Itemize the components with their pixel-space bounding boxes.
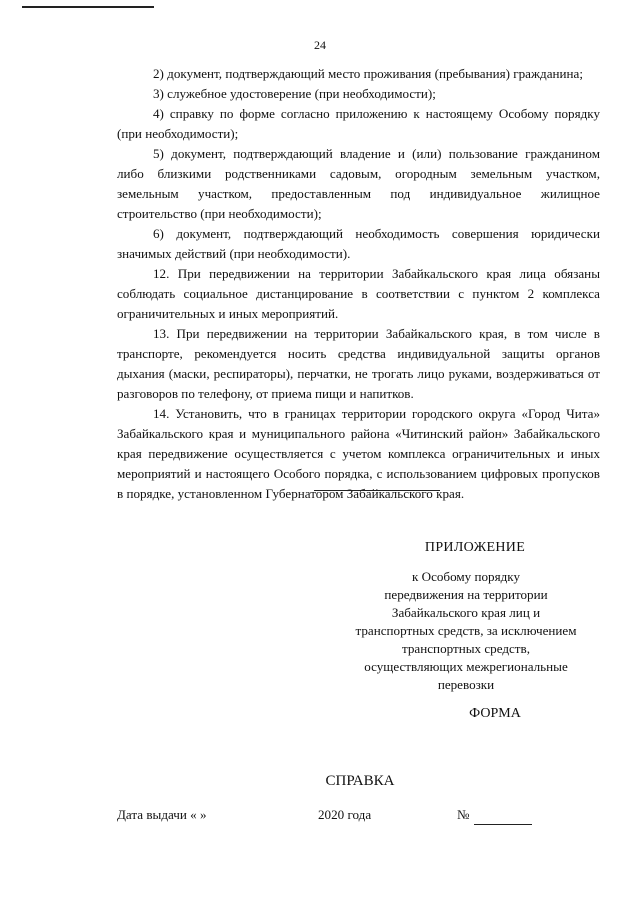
- issue-year-label: 2020 года: [318, 807, 372, 822]
- paragraph-item-6-legal-actions: 6) документ, подтверждающий необходимость совершения юридически значимых действий (при необходимости).: [117, 226, 600, 261]
- form-label: ФОРМА: [469, 706, 521, 721]
- certificate-title: СПРАВКА: [325, 773, 395, 789]
- appendix-subtitle-line: транспортных средств,: [402, 641, 530, 656]
- paragraph-item-3-service-id: 3) служебное удостоверение (при необходимости);: [153, 86, 436, 101]
- appendix-subtitle: [330, 568, 602, 694]
- paragraph-item-2-residence: 2) документ, подтверждающий место проживания (пребывания) гражданина;: [153, 66, 583, 81]
- certificate-number-label: №: [457, 807, 470, 822]
- appendix-title: ПРИЛОЖЕНИЕ: [424, 540, 526, 555]
- paragraph-clause-13: 13. При передвижении на территории Забайкальского края, в том числе в транспорте, рекомендуется носить средства индивидуальной защиты органов дыхания (маски, респираторы), перчатки, не трогать лицо руками, воздерживаться от разговоров по телефону, от приема пищи и напитков.: [117, 326, 600, 401]
- appendix-subtitle-line: осуществляющих межрегиональные: [364, 659, 568, 674]
- section-end-rule: [314, 490, 440, 491]
- paragraph-clause-14: 14. Установить, что в границах территории городского округа «Город Чита» Забайкальского края и муниципального района «Читинский район» Забайкальского края передвижение осуществляется с учетом комплекса ограничительных и иных мероприятий и настоящего Особого порядка, с использованием цифровых пропусков в порядке, установленном Губернатором Забайкальского края.: [117, 406, 600, 501]
- appendix-subtitle-line: перевозки: [437, 677, 495, 692]
- appendix-subtitle-line: транспортных средств, за исключением: [355, 623, 577, 638]
- header-rule: [22, 6, 154, 8]
- appendix-subtitle-line: Забайкальского края лиц и: [391, 605, 541, 620]
- paragraph-item-5-land-ownership: 5) документ, подтверждающий владение и (или) пользование гражданином либо близкими родственниками садовым, огородным земельным участком, земельным участком, предоставленным под индивидуальное жилищное строительство (при необходимости);: [117, 146, 600, 221]
- paragraph-item-4-certificate: 4) справку по форме согласно приложению к настоящему Особому порядку (при необходимости);: [117, 106, 600, 141]
- certificate-number-blank: [474, 824, 532, 825]
- issue-date-label: Дата выдачи « »: [117, 807, 207, 822]
- appendix-subtitle-line: передвижения на территории: [384, 587, 548, 602]
- paragraph-clause-12: 12. При передвижении на территории Забайкальского края лица обязаны соблюдать социальное дистанцирование в соответствии с пунктом 2 комплекса ограничительных и иных мероприятий.: [117, 266, 600, 321]
- document-body: [117, 64, 600, 504]
- page-number: 24: [314, 38, 326, 52]
- appendix-subtitle-line: к Особому порядку: [411, 569, 521, 584]
